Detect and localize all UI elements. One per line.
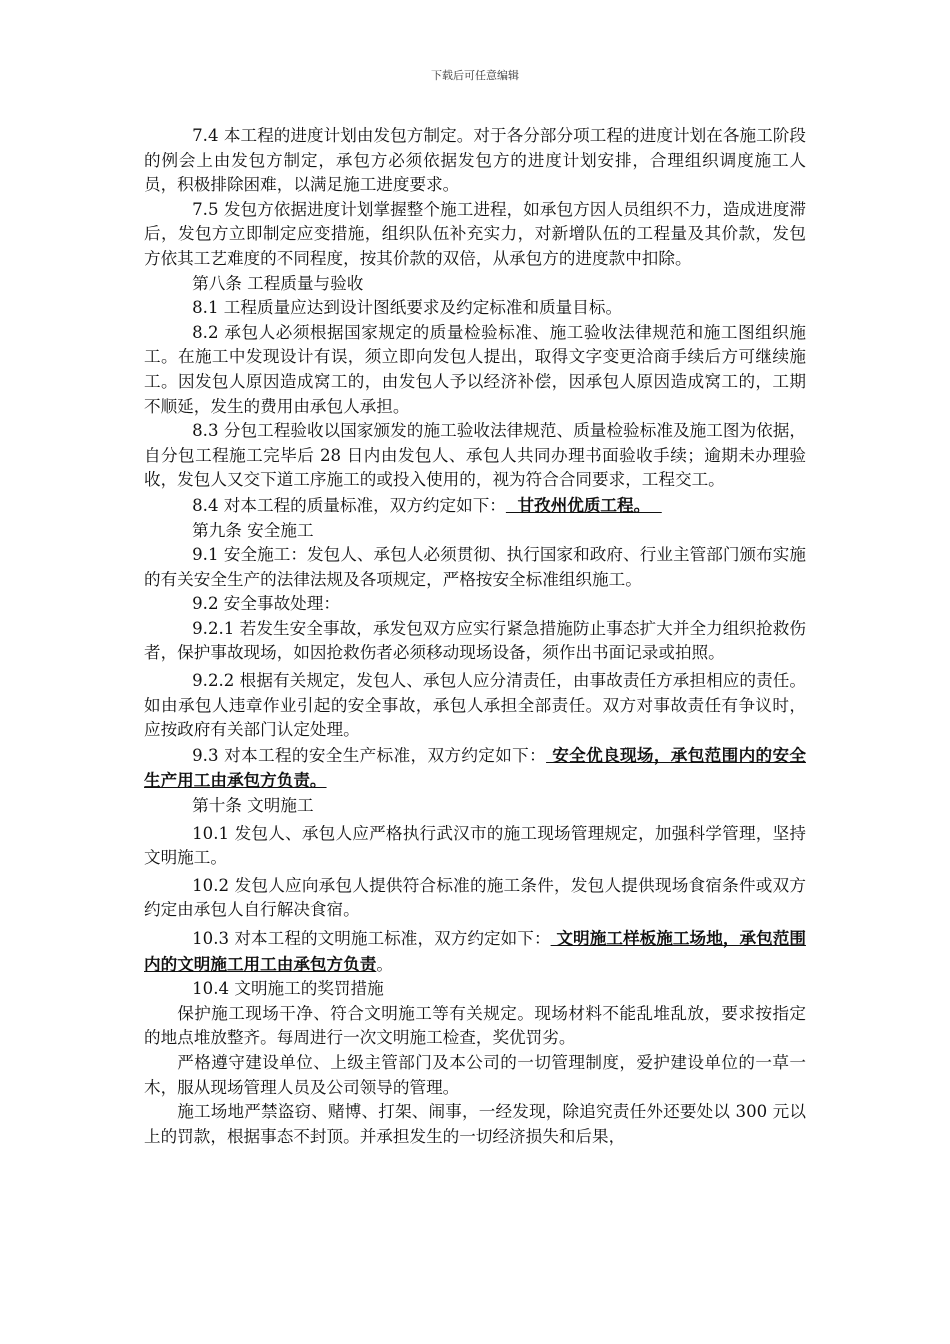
underlined-quality-standard: 甘孜州优质工程。: [505, 494, 662, 515]
paragraph-10-3: 10.3 对本工程的文明施工标准，双方约定如下： 文明施工样板施工场地，承包范围内的文明施工用工由承包方负责。: [144, 928, 806, 974]
paragraph-10-2: 10.2 发包人应向承包人提供符合标准的施工条件，发包人提供现场食宿条件或双方约定由承包人自行解决食宿。: [144, 875, 806, 920]
article-9-heading: 第九条 安全施工: [192, 520, 314, 540]
underlined-civilized-standard: 文明施工样板施工场地，承包范围内的文明施工用工由承包方负责: [144, 928, 806, 974]
paragraph-8-2: 8.2 承包人必须根据国家规定的质量检验标准、施工验收法律规范和施工图组织施工。在施工中发现设计有误，须立即向发包人提出，取得文字变更洽商手续后方可继续施工。因发包人原因造成窝工的，由发包人予以经济补偿，因承包人原因造成窝工的，工期不顺延，发生的费用由承包人承担。: [144, 322, 806, 416]
paragraph-7-5: 7.5 发包方依据进度计划掌握整个施工进程，如承包方因人员组织不力，造成进度滞后，发包方立即制定应变措施，组织队伍补充实力，对新增队伍的工程量及其价款，发包方依其工艺难度的不同程度，按其价款的双倍，从承包方的进度款中扣除。: [144, 199, 806, 268]
paragraph-9-2-2: 9.2.2 根据有关规定，发包人、承包人应分清责任，由事故责任方承担相应的责任。如由承包人违章作业引起的安全事故，承包人承担全部责任。双方对事故责任有争议时，应按政府有关部门认定处理。: [144, 671, 806, 740]
paragraph-7-4: 7.4 本工程的进度计划由发包方制定。对于各分部分项工程的进度计划在各施工阶段的例会上由发包方制定，承包方必须依据发包方的进度计划安排，合理组织调度施工人员，积极排除困难，以满足施工进度要求。: [144, 126, 806, 195]
paragraph-9-2-1: 9.2.1 若发生安全事故，承发包双方应实行紧急措施防止事态扩大并全力组织抢救伤者，保护事故现场，如因抢救伤者必须移动现场设备，须作出书面记录或拍照。: [144, 618, 806, 663]
paragraph-9-2: 9.2 安全事故处理：: [192, 594, 340, 614]
paragraph-penalties: 施工场地严禁盗窃、赌博、打架、闹事，一经发现，除追究责任外还要处以 300 元以上的罚款，根据事态不封顶。并承担发生的一切经济损失和后果，: [144, 1102, 806, 1146]
paragraph-cleanliness: 保护施工现场干净、符合文明施工等有关规定。现场材料不能乱堆乱放，要求按指定的地点堆放整齐。每周进行一次文明施工检查，奖优罚劣。: [144, 1003, 806, 1048]
paragraph-regulations: 严格遵守建设单位、上级主管部门及本公司的一切管理制度，爱护建设单位的一草一木，服从现场管理人员及公司领导的管理。: [144, 1052, 806, 1097]
page-header: 下载后可任意编辑: [431, 69, 519, 82]
paragraph-9-3: 9.3 对本工程的安全生产标准，双方约定如下： 安全优良现场，承包范围内的安全生产用工由承包方负责。: [144, 744, 806, 791]
underlined-safety-standard: 安全优良现场，承包范围内的安全生产用工由承包方负责。: [144, 744, 806, 791]
paragraph-8-3: 8.3 分包工程验收以国家颁发的施工验收法律规范、质量检验标准及施工图为依据，自分包工程施工完毕后 28 日内由发包人、承包人共同办理书面验收手续；逾期未办理验收，发包人又交下道工序施工的或投入使用的，视为符合合同要求，工程交工。: [144, 421, 806, 490]
paragraph-8-1: 8.1 工程质量应达到设计图纸要求及约定标准和质量目标。: [192, 298, 623, 318]
paragraph-10-4: 10.4 文明施工的奖罚措施: [192, 979, 384, 999]
document-body: [144, 124, 806, 1149]
article-10-heading: 第十条 文明施工: [192, 796, 314, 816]
article-8-heading: 第八条 工程质量与验收: [192, 273, 364, 293]
paragraph-8-4: 8.4 对本工程的质量标准，双方约定如下： 甘孜州优质工程。: [192, 494, 662, 515]
paragraph-9-1: 9.1 安全施工：发包人、承包人必须贯彻、执行国家和政府、行业主管部门颁布实施的有关安全生产的法律法规及各项规定，严格按安全标准组织施工。: [144, 545, 806, 589]
paragraph-10-1: 10.1 发包人、承包人应严格执行武汉市的施工现场管理规定，加强科学管理，坚持文明施工。: [144, 823, 806, 868]
